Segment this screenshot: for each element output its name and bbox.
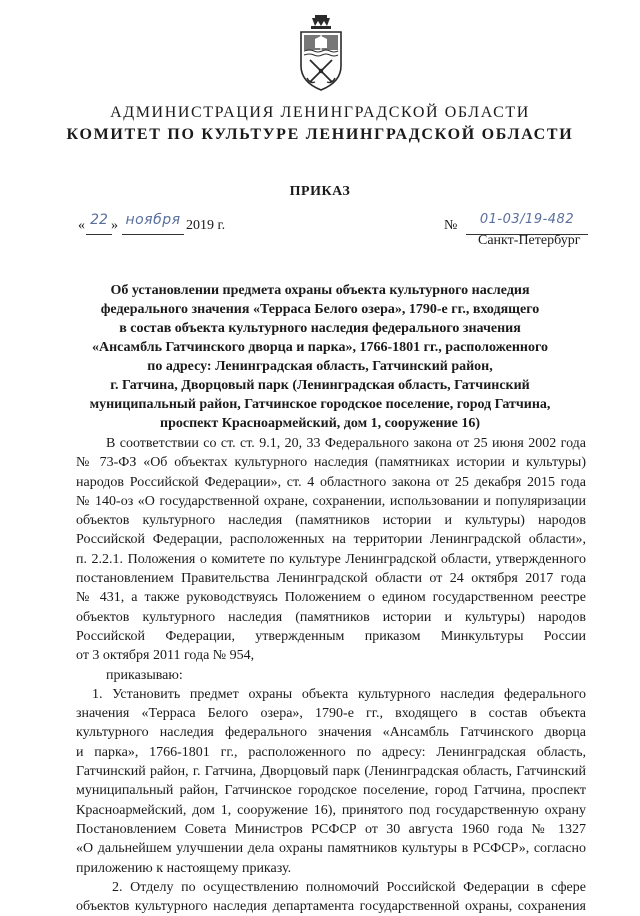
body-line: п. 2.2.1. Положения о комитете по культуре Ленинградской области, утвержденного [76, 551, 586, 567]
order-subject [80, 281, 560, 433]
order-date [78, 214, 248, 240]
order-body [76, 434, 586, 916]
body-line: № 73-ФЗ «Об объектах культурного наследия (памятниках истории и культуры) [76, 455, 586, 471]
issue-city: Санкт-Петербург [478, 233, 581, 248]
date-day-handwritten: 22 [90, 212, 108, 228]
order-command: приказываю: [106, 667, 183, 683]
body-line: постановлением Правительства Ленинградской области от 24 октября 2017 года [76, 571, 586, 587]
subject-line: г. Гатчина, Дворцовый парк (Ленинградская область, Гатчинский [110, 378, 530, 393]
clause-2-line: объектов культурного наследия департамента государственной охраны, сохранения [76, 899, 586, 915]
subject-line: проспект Красноармейский, дом 1, сооружение 16) [160, 416, 480, 431]
clause-1-line: значения «Терраса Белого озера», 1790-е гг., входящего в состав объекта [76, 706, 586, 722]
subject-line: по адресу: Ленинградская область, Гатчинский район, [147, 359, 493, 374]
body-line: объектов культурного наследия (памятников истории и культуры) народов [76, 513, 586, 529]
clause-1-line: Гатчинский район, г. Гатчина, Дворцовый парк (Ленинградская область, Гатчинский [76, 764, 586, 780]
body-line: № 140-оз «О государственной охране, сохранении, использовании и популяризации [76, 493, 586, 509]
org-name-administration: АДМИНИСТРАЦИЯ ЛЕНИНГРАДСКОЙ ОБЛАСТИ [110, 104, 530, 121]
date-month-handwritten: ноября [125, 212, 181, 228]
body-line: Российской Федерации, расположенных на территории Ленинградской области», [76, 532, 586, 548]
subject-line: федерального значения «Терраса Белого озера», 1790-е гг., входящего [100, 302, 540, 317]
clause-1-line: Постановлением Совета Министров РСФСР от 30 августа 1960 года № 1327 [76, 821, 586, 837]
org-name-committee: КОМИТЕТ ПО КУЛЬТУРЕ ЛЕНИНГРАДСКОЙ ОБЛАСТИ [66, 126, 574, 143]
date-close-quote: » [111, 218, 118, 233]
date-day-underline [86, 234, 112, 235]
subject-line: муниципальный район, Гатчинское городское поселение, город Гатчина, [89, 397, 551, 412]
subject-line: в состав объекта культурного наследия федерального значения [119, 321, 521, 336]
clause-1-line: культурного наследия федерального значения «Ансамбль Гатчинского дворца [76, 725, 586, 741]
clause-1-line: муниципальный район, Гатчинское городское поселение, город Гатчина, проспект [76, 783, 586, 799]
clause-1-line: «О дальнейшем улучшении дела охраны памятников культуры в РСФСР», согласно [76, 841, 586, 857]
document-type-title: ПРИКАЗ [289, 184, 351, 199]
date-open-quote: « [78, 218, 85, 233]
body-line: от 3 октября 2011 года № 954, [76, 648, 255, 664]
clause-1-line: 1. Установить предмет охраны объекта культурного наследия федерального [92, 686, 586, 702]
subject-line: «Ансамбль Гатчинского дворца и парка», 1766-1801 гг., расположенного [91, 340, 548, 355]
date-month-underline [122, 234, 184, 235]
body-line: В соответствии со ст. ст. 9.1, 20, 33 Федерального закона от 25 июня 2002 года [106, 436, 586, 451]
clause-1-line: Красноармейский, дом 1, сооружение 16), принятого под государственную охрану [76, 802, 586, 818]
date-year: 2019 г. [186, 218, 226, 233]
body-line: объектов культурного наследия (памятников истории и культуры) народов [76, 609, 586, 625]
body-line: № 431, а также руководствуясь Положением о едином государственном реестре [76, 590, 586, 606]
subject-line: Об установлении предмета охраны объекта культурного наследия [110, 283, 530, 298]
clause-1-line: и парка», 1766-1801 гг., расположенного по адресу: Ленинградская область, [76, 744, 586, 760]
clause-1-line: приложению к настоящему приказу. [76, 860, 292, 876]
clause-2-line: 2. Отделу по осуществлению полномочий Российской Федерации в сфере [112, 879, 586, 895]
coat-of-arms-emblem [298, 14, 344, 94]
body-line: народов Российской Федерации», ст. 4 областного закона от 25 декабря 2015 года [76, 474, 586, 490]
number-sign: № [444, 218, 458, 233]
order-number-handwritten: 01-03/19-482 [479, 212, 575, 227]
body-line: Российской Федерации, утвержденным приказом Минкультуры России [76, 628, 586, 644]
